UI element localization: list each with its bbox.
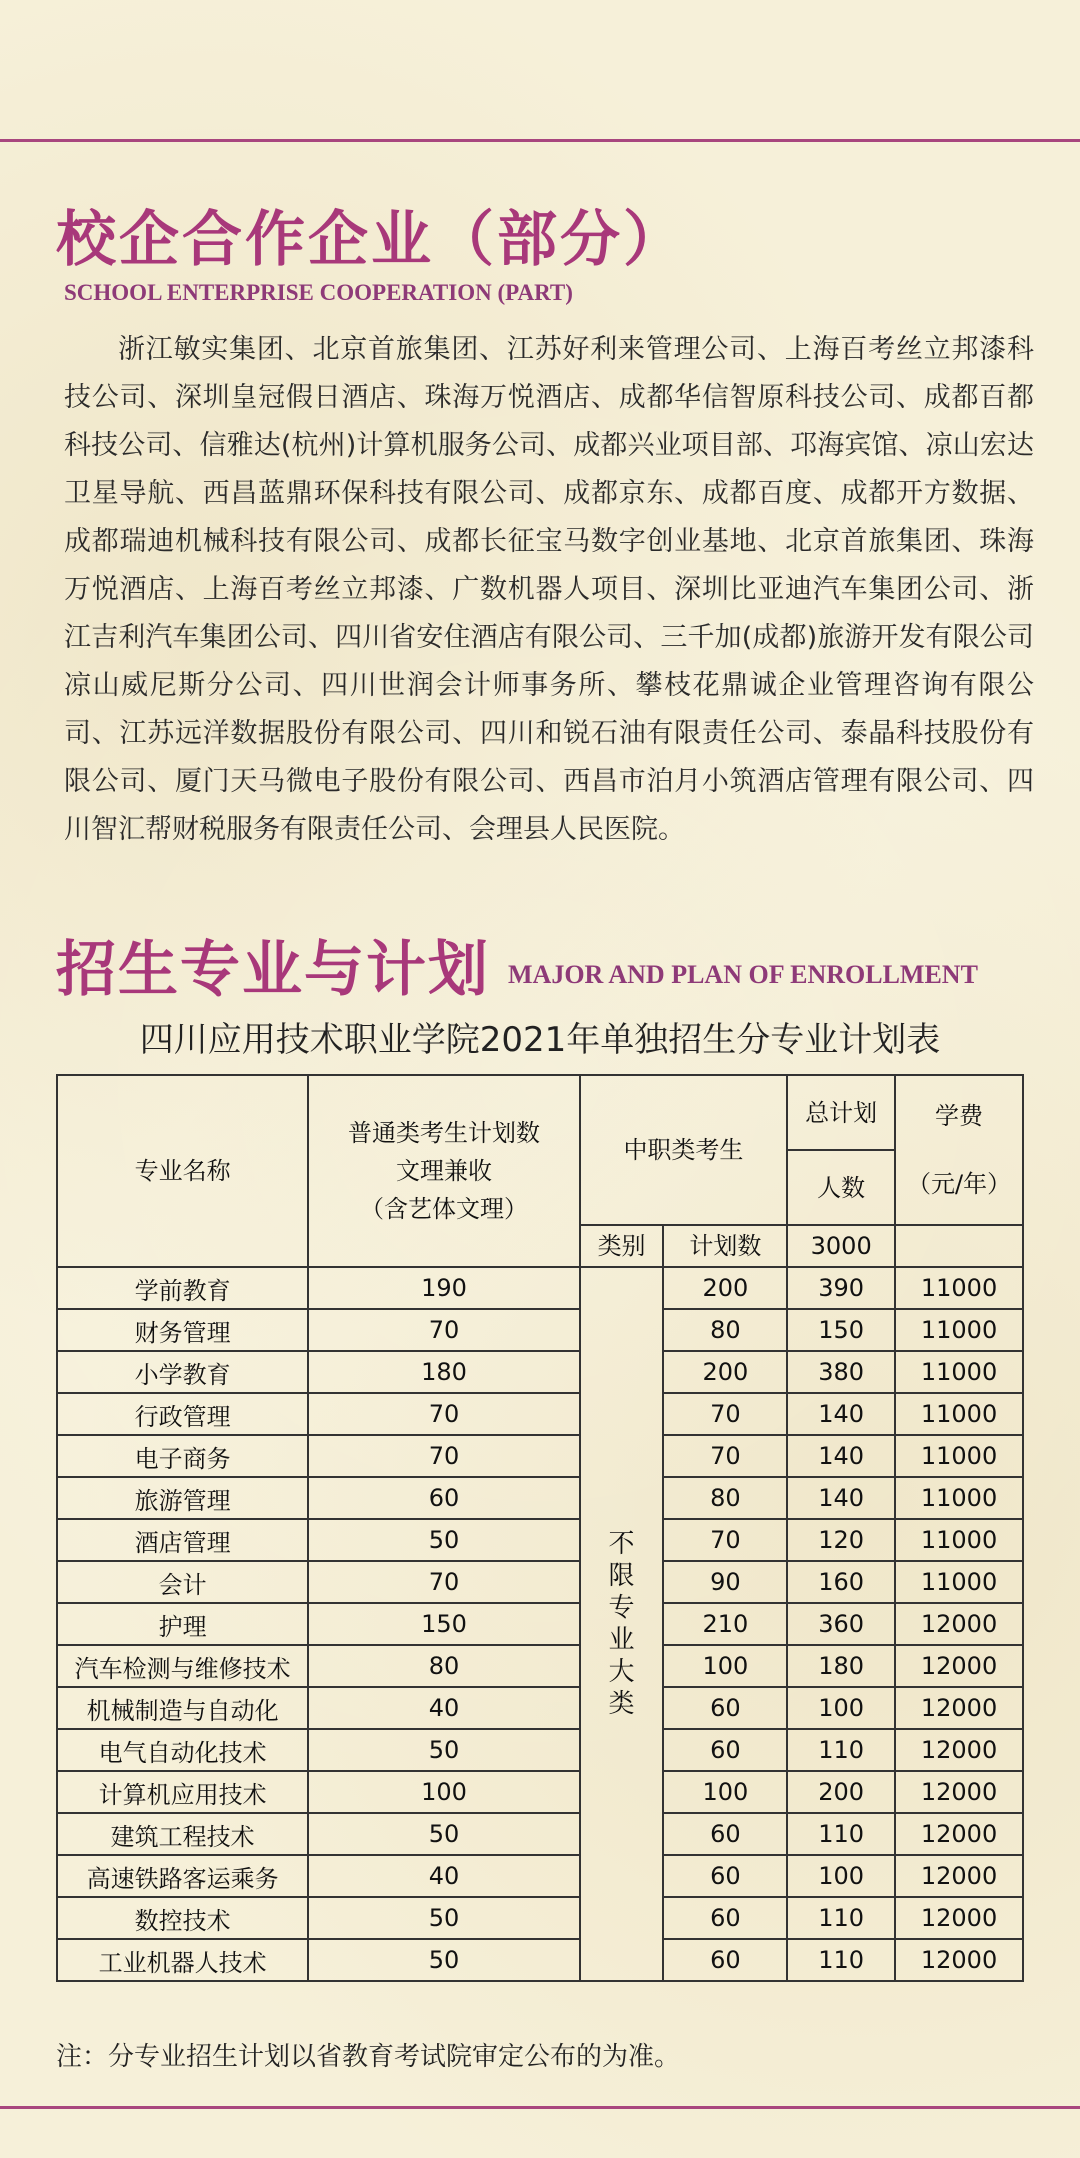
section-subtitle-cooperation: SCHOOL ENTERPRISE COOPERATION (PART) [64, 280, 573, 305]
cell-total-plan: 110 [787, 1897, 895, 1939]
table-row [57, 1813, 1023, 1855]
table-row [57, 1603, 1023, 1645]
section-title-enrollment: 招生专业与计划 [56, 935, 490, 1005]
table-row [57, 1687, 1023, 1729]
cell-fee: 11000 [895, 1519, 1023, 1561]
cell-major-name: 数控技术 [57, 1897, 308, 1939]
cell-vocational-plan: 60 [663, 1687, 787, 1729]
cell-major-name: 护理 [57, 1603, 308, 1645]
cell-vocational-plan: 200 [663, 1351, 787, 1393]
cell-total-plan: 380 [787, 1351, 895, 1393]
cell-major-name: 行政管理 [57, 1393, 308, 1435]
cell-total-plan: 160 [787, 1561, 895, 1603]
cell-fee: 12000 [895, 1687, 1023, 1729]
cell-total-plan: 100 [787, 1855, 895, 1897]
table-row [57, 1519, 1023, 1561]
cell-vocational-plan: 60 [663, 1897, 787, 1939]
cell-major-name: 建筑工程技术 [57, 1813, 308, 1855]
cell-fee: 11000 [895, 1309, 1023, 1351]
cell-vocational-plan: 70 [663, 1519, 787, 1561]
section-subtitle-enrollment: MAJOR AND PLAN OF ENROLLMENT [508, 960, 978, 989]
cell-fee: 11000 [895, 1267, 1023, 1309]
category-text: 不限专业大类 [608, 1529, 635, 1719]
table-row [57, 1771, 1023, 1813]
cell-fee: 11000 [895, 1435, 1023, 1477]
cell-fee: 12000 [895, 1603, 1023, 1645]
cell-total-plan: 200 [787, 1771, 895, 1813]
table-row [57, 1897, 1023, 1939]
cell-total-plan: 150 [787, 1309, 895, 1351]
cell-major-name: 工业机器人技术 [57, 1939, 308, 1981]
cell-general-plan: 180 [308, 1351, 579, 1393]
cell-general-plan: 60 [308, 1477, 579, 1519]
table-row [57, 1729, 1023, 1771]
cell-general-plan: 70 [308, 1393, 579, 1435]
cell-vocational-plan: 200 [663, 1267, 787, 1309]
cell-vocational-plan: 90 [663, 1561, 787, 1603]
header-total-line2: 人数 [787, 1150, 895, 1225]
section-title-cooperation: 校企合作企业（部分） [56, 205, 686, 275]
cell-fee: 12000 [895, 1855, 1023, 1897]
cell-general-plan: 50 [308, 1897, 579, 1939]
header-general [308, 1075, 579, 1267]
cell-general-plan: 70 [308, 1561, 579, 1603]
cell-vocational-plan: 210 [663, 1603, 787, 1645]
table-row [57, 1939, 1023, 1981]
table-row [57, 1645, 1023, 1687]
cell-major-name: 机械制造与自动化 [57, 1687, 308, 1729]
cell-total-plan: 140 [787, 1435, 895, 1477]
cell-fee: 12000 [895, 1729, 1023, 1771]
cell-total-plan: 100 [787, 1687, 895, 1729]
table-row [57, 1351, 1023, 1393]
cell-total-plan: 390 [787, 1267, 895, 1309]
footnote: 注：分专业招生计划以省教育考试院审定公布的为准。 [56, 2042, 681, 2072]
cell-vocational-plan: 60 [663, 1939, 787, 1981]
cell-fee: 12000 [895, 1897, 1023, 1939]
cell-major-name: 财务管理 [57, 1309, 308, 1351]
cell-major-name: 电气自动化技术 [57, 1729, 308, 1771]
cell-major-name: 小学教育 [57, 1351, 308, 1393]
header-category: 类别 [580, 1225, 664, 1267]
cell-general-plan: 50 [308, 1729, 579, 1771]
header-general-line1: 普通类考生计划数 [347, 1119, 540, 1147]
cell-fee: 12000 [895, 1813, 1023, 1855]
cell-fee: 12000 [895, 1645, 1023, 1687]
cell-vocational-plan: 60 [663, 1729, 787, 1771]
table-row [57, 1477, 1023, 1519]
cell-vocational-plan: 80 [663, 1309, 787, 1351]
header-general-line2: 文理兼收 [395, 1157, 492, 1185]
header-plan-count: 计划数 [663, 1225, 787, 1267]
table-row [57, 1393, 1023, 1435]
cell-general-plan: 100 [308, 1771, 579, 1813]
cell-total-plan: 360 [787, 1603, 895, 1645]
cell-total-plan: 180 [787, 1645, 895, 1687]
table-row [57, 1855, 1023, 1897]
cell-general-plan: 40 [308, 1855, 579, 1897]
cell-general-plan: 40 [308, 1687, 579, 1729]
cell-total-plan: 110 [787, 1813, 895, 1855]
cell-general-plan: 70 [308, 1435, 579, 1477]
bottom-divider [0, 2106, 1080, 2109]
cell-general-plan: 50 [308, 1813, 579, 1855]
cell-major-name: 会计 [57, 1561, 308, 1603]
cell-fee: 11000 [895, 1351, 1023, 1393]
top-divider [0, 139, 1080, 142]
table-row [57, 1267, 1023, 1309]
header-fee-empty [895, 1225, 1023, 1267]
cell-major-name: 高速铁路客运乘务 [57, 1855, 308, 1897]
cell-fee: 11000 [895, 1561, 1023, 1603]
cell-major-name: 电子商务 [57, 1435, 308, 1477]
cell-general-plan: 50 [308, 1519, 579, 1561]
cell-major-name: 旅游管理 [57, 1477, 308, 1519]
table-row [57, 1435, 1023, 1477]
cell-fee: 12000 [895, 1939, 1023, 1981]
table-title: 四川应用技术职业学院2021年单独招生分专业计划表 [139, 1020, 941, 1060]
header-fee-line2: （元/年） [907, 1170, 1012, 1198]
cell-major-name: 酒店管理 [57, 1519, 308, 1561]
cell-general-plan: 80 [308, 1645, 579, 1687]
header-grand-total: 3000 [787, 1225, 895, 1267]
header-general-line3: （含艺体文理） [359, 1195, 528, 1223]
header-major: 专业名称 [57, 1075, 308, 1267]
cell-total-plan: 110 [787, 1939, 895, 1981]
cell-major-name: 学前教育 [57, 1267, 308, 1309]
cell-vocational-plan: 70 [663, 1393, 787, 1435]
cell-vocational-plan: 100 [663, 1771, 787, 1813]
enrollment-plan-table [56, 1074, 1024, 1982]
header-fee [895, 1075, 1023, 1225]
cell-vocational-plan: 60 [663, 1813, 787, 1855]
cell-category-merged [580, 1267, 664, 1981]
cell-fee: 11000 [895, 1477, 1023, 1519]
cell-total-plan: 120 [787, 1519, 895, 1561]
cell-total-plan: 110 [787, 1729, 895, 1771]
cell-vocational-plan: 70 [663, 1435, 787, 1477]
cell-total-plan: 140 [787, 1393, 895, 1435]
table-row [57, 1561, 1023, 1603]
cooperation-paragraph: 浙江敏实集团、北京首旅集团、江苏好利来管理公司、上海百考丝立邦漆科技公司、深圳皇冠假日酒店、珠海万悦酒店、成都华信智原科技公司、成都百都科技公司、信雅达(杭州)计算机服务公司、成都兴业项目部、邛海宾馆、凉山宏达卫星导航、西昌蓝鼎环保科技有限公司、成都京东、成都百度、成都开方数据、成都瑞迪机械科技有限公司、成都长征宝马数字创业基地、北京首旅集团、珠海万悦酒店、上海百考丝立邦漆、广数机器人项目、深圳比亚迪汽车集团公司、浙江吉利汽车集团公司、四川省安住酒店有限公司、三千加(成都)旅游开发有限公司凉山威尼斯分公司、四川世润会计师事务所、攀枝花鼎诚企业管理咨询有限公司、江苏远洋数据股份有限公司、四川和锐石油有限责任公司、泰晶科技股份有限公司、厦门天马微电子股份有限公司、西昌市泊月小筑酒店管理有限公司、四川智汇帮财税服务有限责任公司、会理县人民医院。 [64, 334, 1034, 845]
header-total-line1: 总计划 [787, 1075, 895, 1150]
cell-general-plan: 50 [308, 1939, 579, 1981]
cell-general-plan: 150 [308, 1603, 579, 1645]
cell-total-plan: 140 [787, 1477, 895, 1519]
cell-general-plan: 190 [308, 1267, 579, 1309]
table-row [57, 1309, 1023, 1351]
cell-general-plan: 70 [308, 1309, 579, 1351]
cell-vocational-plan: 60 [663, 1855, 787, 1897]
cell-major-name: 计算机应用技术 [57, 1771, 308, 1813]
header-vocational: 中职类考生 [580, 1075, 788, 1225]
cell-vocational-plan: 100 [663, 1645, 787, 1687]
cell-vocational-plan: 80 [663, 1477, 787, 1519]
cell-fee: 11000 [895, 1393, 1023, 1435]
header-fee-line1: 学费 [935, 1102, 984, 1130]
cell-fee: 12000 [895, 1771, 1023, 1813]
cell-major-name: 汽车检测与维修技术 [57, 1645, 308, 1687]
